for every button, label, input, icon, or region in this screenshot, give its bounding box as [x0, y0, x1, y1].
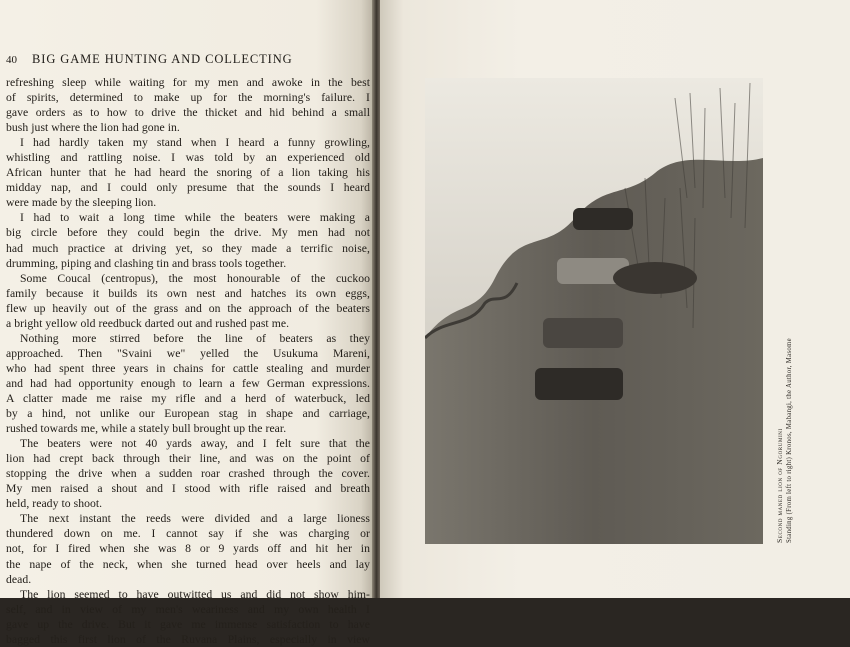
dead-lion	[613, 262, 697, 294]
text-line: I had hardly taken my stand when I heard a funny growling,	[20, 136, 370, 150]
text-line: not, for I fired when she was 8 or 9 yards off and hit her in	[6, 542, 370, 556]
text-line: a bright yellow old reedbuck darted out and rushed past me.	[6, 316, 290, 330]
running-head-title: BIG GAME HUNTING AND COLLECTING	[32, 52, 293, 66]
text-line: whistling and rattling noise. I was told by an experienced old	[6, 151, 370, 165]
running-head	[6, 52, 368, 67]
text-line: the nape of the neck, when she turned head over heels and lay	[6, 557, 370, 571]
text-line: bagged this first lion of the Ruvana Plains, especially in view	[6, 632, 370, 646]
text-line: family because it builds its own nest and hatches its own eggs,	[6, 286, 370, 300]
text-line: were made by the sleeping lion.	[6, 196, 157, 210]
page-number: 40	[6, 54, 17, 66]
text-line: rushed towards me, while a stately bull brought up the rear.	[6, 422, 287, 436]
plate-photograph	[425, 78, 763, 544]
text-line: gave orders as to how to drive the thicket and hid behind a small	[6, 106, 370, 120]
text-line: of spirits, determined to make up for the morning's failure. I	[6, 91, 370, 105]
text-line: by a hind, not unlike our European stag in shape and carriage,	[6, 407, 370, 421]
text-line: flew up heavily out of the grass and on the approach of the beaters	[6, 301, 370, 315]
text-line: drumming, piping and clashing tin and brass tools together.	[6, 256, 287, 270]
man-1	[573, 208, 633, 230]
text-line: Nothing more stirred before the line of beaters as they	[20, 331, 370, 345]
text-line: held, ready to shoot.	[6, 497, 103, 511]
text-line: who had spent three years in chains for cattle stealing and murder	[6, 361, 370, 375]
text-line: gave up the drive. But it gave me immense satisfaction to have	[6, 617, 370, 631]
text-line: A clatter made me raise my rifle and a herd of waterbuck, led	[6, 391, 370, 405]
text-line: had much practice at driving yet, so they made a terrific noise,	[6, 241, 370, 255]
text-line: self, and in view of my men's weariness and my own health I	[6, 602, 370, 616]
text-line: lion had crept back through their line, and was on the point of	[6, 452, 370, 466]
body-text	[6, 75, 370, 647]
photo-scene	[425, 78, 763, 544]
text-line: approached. Then "Svaini we" yelled the Usukuma Mareni,	[6, 346, 370, 360]
text-line: dead.	[6, 572, 32, 586]
man-3	[543, 318, 623, 348]
caption-title: Second maned lion of Ngorumini	[775, 428, 784, 543]
text-line: The next instant the reeds were divided and a large lioness	[20, 512, 370, 526]
caption-subtitle: Standing (From left to right) Kronos, Mabangi, the Author, Masome	[786, 338, 793, 543]
text-line: thundered down on me. I cannot say if she was charging or	[6, 527, 370, 541]
text-line: big circle before they could begin the drive. My men had not	[6, 226, 370, 240]
text-line: bush just where the lion had gone in.	[6, 121, 180, 135]
left-page	[0, 0, 372, 646]
man-4	[535, 368, 623, 400]
text-line: African hunter that he had heard the snoring of a lion taking his	[6, 166, 370, 180]
book-gutter	[372, 0, 380, 598]
text-line: The lion seemed to have outwitted us and did not show him-	[20, 587, 370, 601]
text-line: and had had opportunity enough to learn a few German expressions.	[6, 376, 370, 390]
text-line: My men raised a shout and I stood with rifle raised and breath	[6, 482, 370, 496]
text-line: The beaters were not 40 yards away, and I felt sure that the	[20, 437, 370, 451]
text-line: I had to wait a long time while the beaters were making a	[20, 211, 370, 225]
text-line: stopping the drive when a sudden roar crashed through the cover.	[6, 467, 370, 481]
text-line: midday nap, and I could only presume that the sounds I heard	[6, 181, 370, 195]
text-line: refreshing sleep while waiting for my men and awoke in the best	[6, 76, 370, 89]
plate-caption	[775, 213, 793, 543]
text-line: Some Coucal (centropus), the most honourable of the cuckoo	[20, 271, 370, 285]
